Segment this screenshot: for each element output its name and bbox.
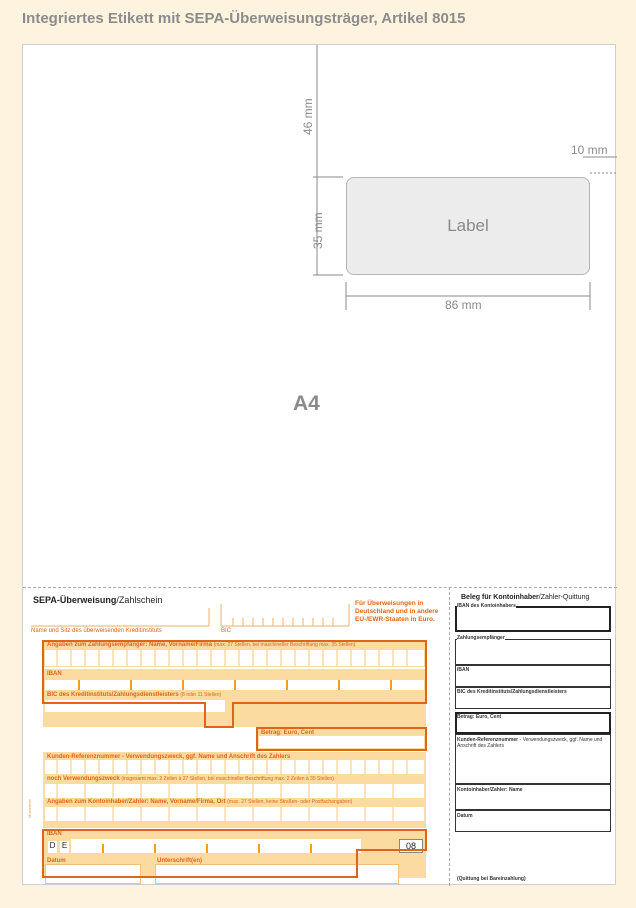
comb-cells xyxy=(23,588,449,885)
form-side-note: Für Überweisungen in Deutschland und in andere EU-/EWR-Staaten in Euro. xyxy=(355,600,439,623)
label-area xyxy=(346,177,590,275)
bic-label: BIC des Kreditinstituts/Zahlungsdienstleisters (8 oder 11 Stellen) xyxy=(47,692,222,698)
date-label: Datum xyxy=(47,858,66,864)
receipt-title-rest: /Zahler-Quittung xyxy=(538,594,590,601)
receipt-reference-label: Kunden-Referenznummer - Verwendungszweck, ggf. Name und Anschrift des Zahlers xyxy=(457,737,603,749)
receipt xyxy=(451,588,617,885)
a4-sheet xyxy=(22,44,616,885)
receipt-cash-note: (Quittung bei Bareinzahlung) xyxy=(457,876,526,882)
form-title-bold: SEPA-Überweisung xyxy=(33,595,117,605)
amount-label: Betrag: Euro, Cent xyxy=(261,730,315,736)
form-title-rest: /Zahlschein xyxy=(116,595,163,605)
dim-top: 46 mm xyxy=(301,98,315,135)
label-text: Label xyxy=(447,216,489,235)
perforation-vertical xyxy=(449,587,450,886)
iban-label: IBAN xyxy=(47,671,62,677)
receipt-payer-label: Kontoinhaber/Zahler: Name xyxy=(457,787,523,793)
page-title: Integriertes Etikett mit SEPA-Überweisungsträger, Artikel 8015 xyxy=(22,10,466,27)
dim-width: 86 mm xyxy=(445,298,482,312)
receipt-iban-holder-label: IBAN des Kontoinhabers xyxy=(457,603,516,609)
iban-prefix-e: E xyxy=(60,841,69,853)
receipt-iban-holder-box[interactable] xyxy=(455,606,611,632)
receipt-amount-label: Betrag: Euro, Cent xyxy=(457,714,502,720)
sheet-format: A4 xyxy=(293,392,320,415)
receipt-title-bold: Beleg für Kontoinhaber xyxy=(461,594,539,601)
bic-short-label: BIC xyxy=(221,628,232,634)
form-code: 08 xyxy=(399,839,423,853)
vertical-side-text: Mustertext xyxy=(27,799,32,818)
signature-label: Unterschrift(en) xyxy=(157,858,203,864)
receipt-date-box[interactable] xyxy=(455,810,611,832)
reference-label: Kunden-Referenznummer - Verwendungszweck, ggf. Name und Anschrift des Zahlers xyxy=(47,754,291,760)
dim-right: 10 mm xyxy=(571,143,608,157)
purpose2-label: noch Verwendungszweck (insgesamt max. 2 Zeilen à 27 Stellen, bei maschineller Beschriftung max. 2 Zeilen à 35 Stellen) xyxy=(47,776,334,782)
dim-height: 35 mm xyxy=(311,212,325,249)
recipient-label: Angaben zum Zahlungsempfänger: Name, Vorname/Firma (max. 27 Stellen, bei maschineller Beschriftung max. 35 Stellen) xyxy=(47,642,356,648)
receipt-date-label: Datum xyxy=(457,813,473,819)
payer-label: Angaben zum Kontoinhaber/Zahler: Name, Vorname/Firma, Ort (max. 27 Stellen, keine Straßen- oder Postfachangaben) xyxy=(47,799,353,805)
receipt-title xyxy=(461,594,589,601)
payer-iban-label: IBAN xyxy=(47,831,62,837)
receipt-bic-label: BIC des Kreditinstituts/Zahlungsdienstleisters xyxy=(457,689,567,695)
receipt-iban-box[interactable] xyxy=(455,665,611,687)
receipt-recipient-label: Zahlungsempfänger xyxy=(457,635,505,641)
iban-prefix-d: D xyxy=(48,841,57,853)
bank-name-label: Name und Sitz des überweisenden Kreditinstituts xyxy=(31,628,162,634)
receipt-iban-label: IBAN xyxy=(457,667,470,673)
sepa-form xyxy=(23,588,449,885)
receipt-recipient-box[interactable] xyxy=(455,639,611,665)
